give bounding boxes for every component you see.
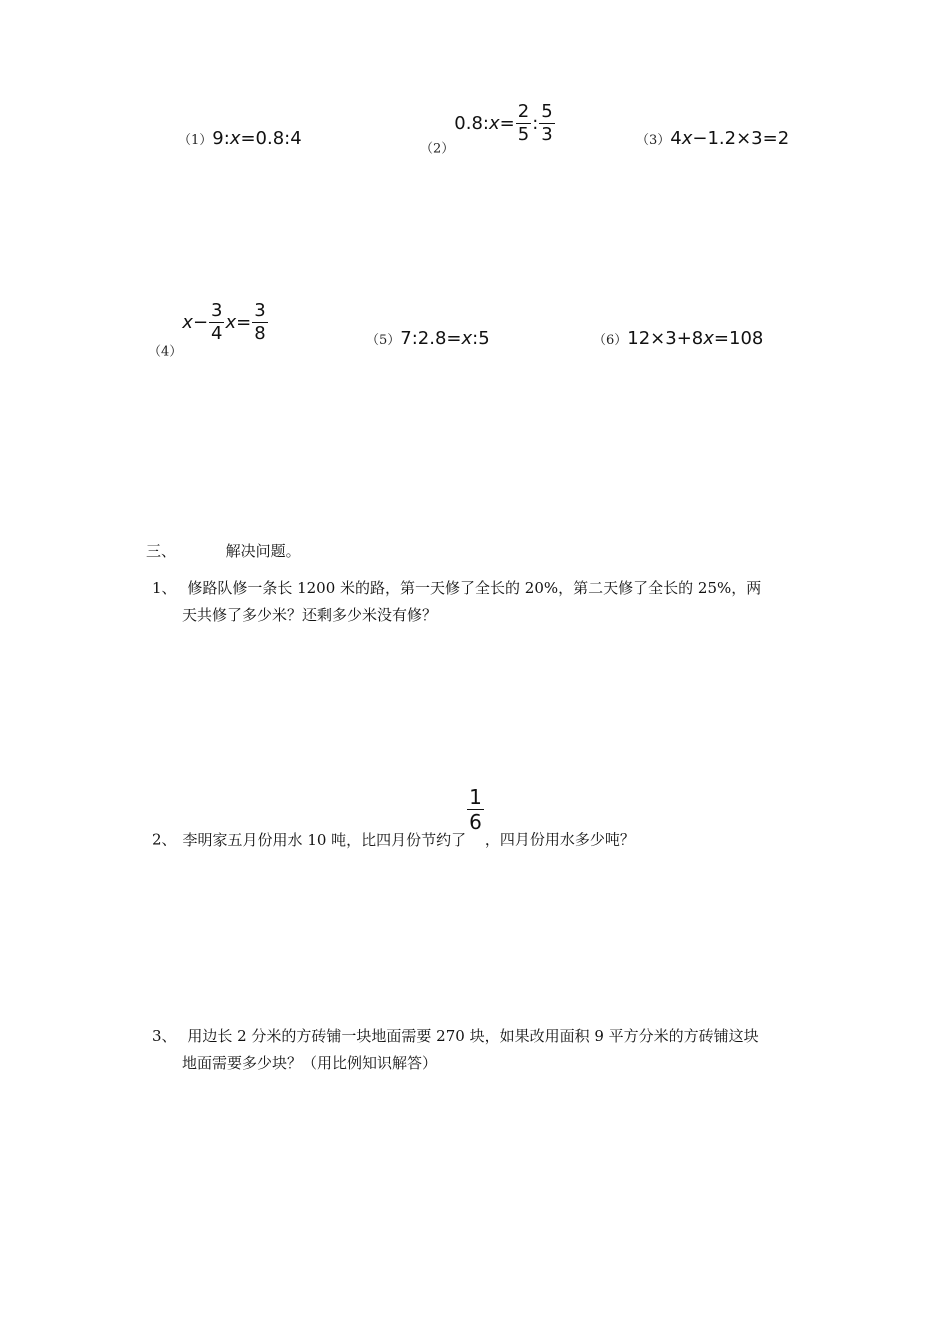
- equation-4: [148, 302, 269, 360]
- problem-2-text-before: 李明家五月份用水 10 吨，比四月份节约了: [182, 830, 467, 849]
- problem-1-line-1: 修路队修一条长 1200 米的路，第一天修了全长的 20%，第二天修了全长的 25%，两: [187, 579, 762, 597]
- section-heading: [146, 540, 301, 561]
- problem-1: [152, 577, 761, 598]
- equation-5: [366, 328, 490, 349]
- fraction-3-4: $\frac{3}{4}$: [211, 300, 223, 344]
- problem-1-number: 1、: [152, 579, 177, 597]
- problem-2-text-after: ，四月份用水多少吨？: [484, 830, 635, 849]
- problem-1-line-2: 天共修了多少米？还剩多少米没有修？: [182, 606, 438, 624]
- fraction-5-3: $\frac{5}{3}$: [541, 101, 553, 145]
- equation-2-label: （2）: [420, 141, 455, 157]
- equation-3-label: （3）: [636, 133, 671, 148]
- problem-3-number: 3、: [152, 1027, 177, 1045]
- fraction-3-8: $\frac{3}{8}$: [254, 300, 266, 344]
- equation-1-label: （1）: [178, 133, 213, 148]
- problem-2: [152, 787, 635, 850]
- section-number: 三、: [146, 542, 177, 560]
- equation-4-label: （4）: [148, 344, 183, 360]
- equation-5-expression: 7:2.8=x:5: [400, 328, 490, 349]
- equation-4-expression: x− $\frac{3}{4}$ x= $\frac{3}{8}$: [182, 300, 266, 344]
- equation-1-expression: 9:x=0.8:4: [212, 128, 302, 149]
- equation-2: [420, 103, 556, 157]
- equation-2-expression: 0.8:x= $\frac{2}{5}$ : $\frac{5}{3}$: [454, 101, 553, 145]
- problem-3-line-1: 用边长 2 分米的方砖铺一块地面需要 270 块，如果改用面积 9 平方分米的方砖铺这块: [187, 1027, 759, 1045]
- problem-2-number: 2、: [152, 830, 177, 849]
- equation-6-label: （6）: [593, 333, 628, 348]
- section-title: 解决问题。: [225, 542, 301, 560]
- equation-3-expression: 4x−1.2×3=2: [670, 128, 790, 149]
- equation-3: [636, 128, 789, 149]
- equation-6-expression: 12×3+8x=108: [627, 328, 764, 349]
- fraction-2-5: $\frac{2}{5}$: [517, 101, 530, 145]
- problem-3-line-2: 地面需要多少块？（用比例知识解答）: [182, 1054, 438, 1072]
- problem-3: [152, 1025, 759, 1046]
- equation-6: [593, 328, 763, 349]
- equation-1: [178, 128, 302, 149]
- equation-5-label: （5）: [366, 333, 401, 348]
- fraction-1-6: $\frac{1}{6}$: [469, 785, 482, 834]
